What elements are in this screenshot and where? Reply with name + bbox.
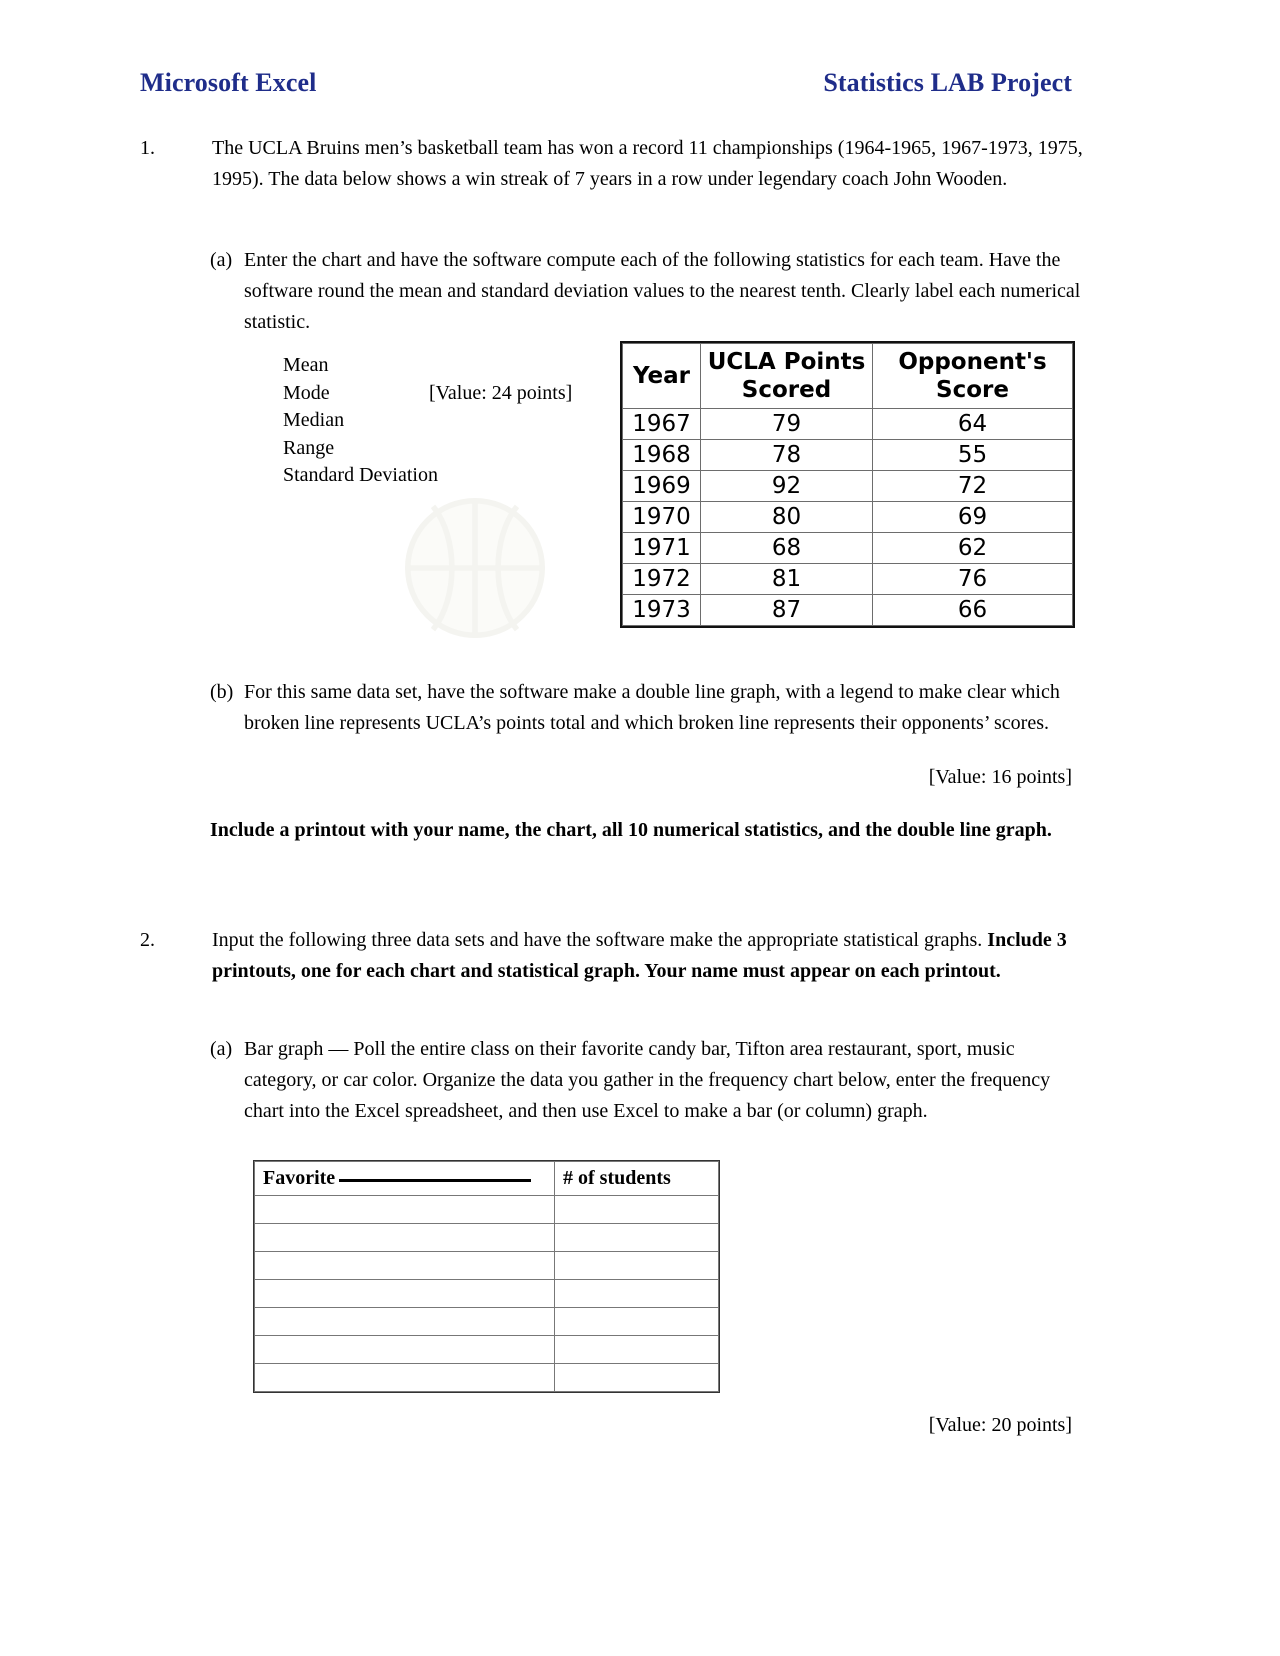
frequency-cell-students[interactable]	[555, 1252, 719, 1280]
question-2-text-normal: Input the following three data sets and have the software make the appropriate statistical graphs.	[212, 929, 988, 951]
statistic-row-standard-deviation	[283, 462, 572, 490]
frequency-header-row	[255, 1162, 719, 1196]
frequency-cell-favorite[interactable]	[255, 1196, 555, 1224]
ucla-data-table	[622, 343, 1073, 626]
column-header-ucla-line1: UCLA Points	[707, 349, 866, 375]
statistic-label-mode: Mode	[283, 381, 330, 404]
frequency-cell-favorite[interactable]	[255, 1364, 555, 1392]
frequency-row	[255, 1224, 719, 1252]
frequency-cell-students[interactable]	[555, 1364, 719, 1392]
frequency-column-header-favorite	[255, 1162, 555, 1196]
question-2-text-bold: Include 3 printouts, one for each chart and statistical graph. Your name must appear on each printout.	[212, 929, 1067, 982]
frequency-row	[255, 1336, 719, 1364]
column-header-opp-line1: Opponent's	[898, 349, 1047, 375]
cell-ucla-points: 80	[701, 502, 873, 533]
cell-opponent-score: 62	[873, 533, 1073, 564]
frequency-row	[255, 1196, 719, 1224]
cell-year: 1968	[623, 440, 701, 471]
value-note-20-points: [Value: 20 points]	[928, 1414, 1072, 1436]
question-1b-label: (b)	[210, 681, 234, 703]
header-right-title: Statistics LAB Project	[823, 68, 1072, 97]
question-1b-text: For this same data set, have the software make a double line graph, with a legend to make clear which broken line represents UCLA’s points total and which broken line represents their opponents’ scores.	[244, 681, 1060, 734]
table-header-row	[623, 344, 1073, 409]
fill-in-blank-line[interactable]	[339, 1168, 531, 1182]
cell-opponent-score: 64	[873, 409, 1073, 440]
table-row	[623, 564, 1073, 595]
frequency-cell-favorite[interactable]	[255, 1280, 555, 1308]
cell-ucla-points: 79	[701, 409, 873, 440]
cell-ucla-points: 81	[701, 564, 873, 595]
frequency-chart-container	[253, 1160, 720, 1393]
column-header-opp-line2: Score	[936, 377, 1009, 403]
statistic-row-range	[283, 435, 572, 463]
header-left-title: Microsoft Excel	[140, 68, 317, 97]
value-note-16-points: [Value: 16 points]	[928, 766, 1072, 788]
document-header	[140, 68, 1072, 98]
question-1	[140, 133, 1090, 195]
statistic-label-standard-deviation: Standard Deviation	[283, 464, 438, 486]
frequency-row	[255, 1308, 719, 1336]
cell-year: 1971	[623, 533, 701, 564]
frequency-cell-students[interactable]	[555, 1336, 719, 1364]
question-2-text	[212, 925, 1090, 987]
table-row	[623, 440, 1073, 471]
basketball-icon	[402, 498, 548, 638]
question-1-number: 1.	[140, 137, 155, 159]
frequency-cell-favorite[interactable]	[255, 1224, 555, 1252]
frequency-row	[255, 1280, 719, 1308]
statistic-label-median: Median	[283, 409, 345, 431]
table-row	[623, 471, 1073, 502]
column-header-ucla-points	[701, 344, 873, 409]
question-1a-label: (a)	[210, 249, 233, 271]
cell-opponent-score: 69	[873, 502, 1073, 533]
question-1a	[210, 245, 1090, 338]
cell-opponent-score: 72	[873, 471, 1073, 502]
question-2a-text: Bar graph — Poll the entire class on their favorite candy bar, Tifton area restaurant, sport, music category, or car color. Organize the data you gather in the frequency chart below, enter the frequency chart into the Excel spreadsheet, and then use Excel to make a bar (or column) graph.	[244, 1038, 1051, 1122]
printout-callout: Include a printout with your name, the chart, all 10 numerical statistics, and the double line graph.	[210, 819, 1052, 841]
question-2a-label: (a)	[210, 1038, 233, 1060]
question-2	[140, 925, 1090, 987]
question-1a-text: Enter the chart and have the software compute each of the following statistics for each team. Have the software round the mean and standard deviation values to the nearest tenth. Clearly label each numerical statistic.	[244, 249, 1081, 333]
cell-year: 1972	[623, 564, 701, 595]
frequency-row	[255, 1252, 719, 1280]
table-row	[623, 409, 1073, 440]
frequency-cell-favorite[interactable]	[255, 1308, 555, 1336]
cell-year: 1967	[623, 409, 701, 440]
frequency-header-favorite-label: Favorite	[263, 1167, 336, 1189]
table-row	[623, 533, 1073, 564]
question-1-text: The UCLA Bruins men’s basketball team has won a record 11 championships (1964-1965, 1967-1973, 1975, 1995). The data below shows a win streak of 7 years in a row under legendary coach John Wooden.	[212, 137, 1083, 190]
column-header-opponent-score	[873, 344, 1073, 409]
column-header-ucla-line2: Scored	[741, 377, 832, 403]
ucla-data-table-container	[620, 341, 1075, 628]
table-row	[623, 502, 1073, 533]
table-row	[623, 595, 1073, 626]
frequency-column-header-students: # of students	[555, 1162, 719, 1196]
question-2-number: 2.	[140, 929, 155, 951]
cell-opponent-score: 76	[873, 564, 1073, 595]
frequency-chart-table	[254, 1161, 719, 1392]
value-note-24-points: [Value: 24 points]	[429, 381, 573, 404]
statistic-row-median	[283, 407, 572, 435]
statistic-row-mode	[283, 380, 572, 408]
statistic-row-mean	[283, 352, 572, 380]
cell-year: 1969	[623, 471, 701, 502]
cell-ucla-points: 92	[701, 471, 873, 502]
cell-ucla-points: 87	[701, 595, 873, 626]
frequency-cell-favorite[interactable]	[255, 1336, 555, 1364]
cell-opponent-score: 55	[873, 440, 1073, 471]
frequency-cell-students[interactable]	[555, 1196, 719, 1224]
frequency-row	[255, 1364, 719, 1392]
frequency-cell-students[interactable]	[555, 1224, 719, 1252]
column-header-year: Year	[623, 344, 701, 409]
cell-year: 1973	[623, 595, 701, 626]
frequency-cell-students[interactable]	[555, 1308, 719, 1336]
cell-year: 1970	[623, 502, 701, 533]
cell-ucla-points: 68	[701, 533, 873, 564]
question-2a	[210, 1034, 1070, 1127]
cell-opponent-score: 66	[873, 595, 1073, 626]
statistics-list	[283, 352, 572, 490]
cell-ucla-points: 78	[701, 440, 873, 471]
frequency-cell-favorite[interactable]	[255, 1252, 555, 1280]
statistic-label-mean: Mean	[283, 354, 329, 376]
statistic-label-range: Range	[283, 436, 335, 459]
question-1b	[210, 677, 1060, 739]
frequency-cell-students[interactable]	[555, 1280, 719, 1308]
